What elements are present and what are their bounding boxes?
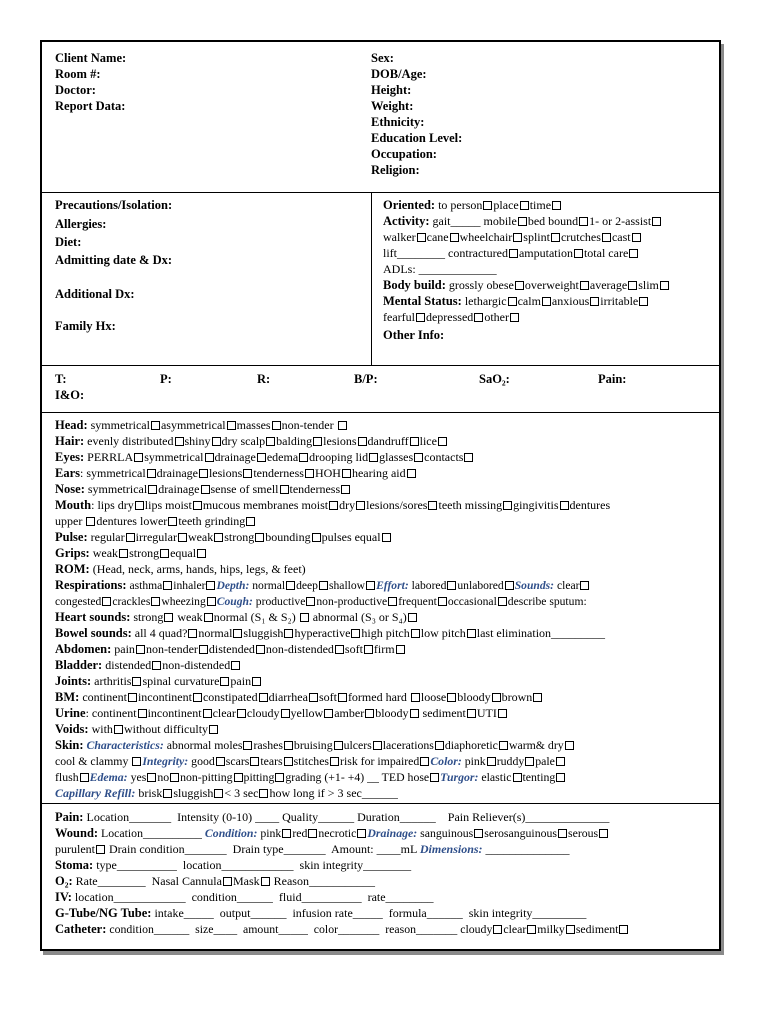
- checkbox[interactable]: [493, 925, 502, 934]
- checkbox[interactable]: [503, 501, 512, 510]
- o2-row: O₂: Rate________ Nasal Cannula Mask Reason___________: [55, 874, 375, 888]
- oriented-row: Oriented: to person place time: [383, 198, 562, 213]
- checkbox[interactable]: [308, 829, 317, 838]
- skin-row-2: cool & clammy Integrity: good scars tears stitches risk for impaired Color: pink ruddy pale: [55, 754, 566, 769]
- checkbox[interactable]: [619, 925, 628, 934]
- demographics-section: [42, 42, 719, 193]
- checkbox[interactable]: [580, 281, 589, 290]
- bm-row: BM: continent incontinent constipated diarrhea soft formed hard loose bloody brown: [55, 690, 543, 705]
- checkbox[interactable]: [216, 757, 225, 766]
- checkbox[interactable]: [305, 469, 314, 478]
- checkbox[interactable]: [199, 645, 208, 654]
- checkbox[interactable]: [513, 773, 522, 782]
- checkbox[interactable]: [602, 233, 611, 242]
- checkbox[interactable]: [96, 845, 105, 854]
- checkbox[interactable]: [319, 581, 328, 590]
- respirations-row: Respirations: asthma inhaler Depth: normal deep shallow Effort: labored unlabored Sounds: clear: [55, 578, 590, 593]
- activity-row: Activity: gait_____ mobile bed bound 1- or 2-assist: [383, 214, 662, 229]
- checkbox[interactable]: [148, 485, 157, 494]
- pulse-label: P:: [160, 372, 172, 386]
- checkbox[interactable]: [147, 773, 156, 782]
- checkbox[interactable]: [231, 661, 240, 670]
- checkbox[interactable]: [410, 437, 419, 446]
- checkbox[interactable]: [223, 877, 232, 886]
- checkbox[interactable]: [447, 581, 456, 590]
- checkbox[interactable]: [430, 773, 439, 782]
- checkbox[interactable]: [556, 757, 565, 766]
- checkbox[interactable]: [341, 485, 350, 494]
- checkbox[interactable]: [560, 501, 569, 510]
- checkbox[interactable]: [566, 925, 575, 934]
- checkbox[interactable]: [520, 201, 529, 210]
- checkbox[interactable]: [628, 281, 637, 290]
- checkbox[interactable]: [206, 581, 215, 590]
- checkbox[interactable]: [259, 789, 268, 798]
- checkbox[interactable]: [151, 597, 160, 606]
- checkbox[interactable]: [487, 757, 496, 766]
- religion-label: Religion:: [371, 163, 420, 177]
- sex-label: Sex:: [371, 51, 394, 65]
- education-label: Education Level:: [371, 131, 463, 145]
- dob-label: DOB/Age:: [371, 67, 427, 81]
- checkbox[interactable]: [175, 437, 184, 446]
- checkbox[interactable]: [261, 877, 270, 886]
- checkbox[interactable]: [505, 581, 514, 590]
- checkbox[interactable]: [275, 773, 284, 782]
- checkbox[interactable]: [255, 533, 264, 542]
- checkbox[interactable]: [257, 453, 266, 462]
- checkbox[interactable]: [416, 313, 425, 322]
- checkbox[interactable]: [358, 437, 367, 446]
- checkbox[interactable]: [632, 233, 641, 242]
- stoma-row: Stoma: type__________ location____________ skin integrity________: [55, 858, 412, 872]
- body-build-row: Body build: grossly obese overweight average slim: [383, 278, 670, 293]
- checkbox[interactable]: [498, 597, 507, 606]
- joints-row: Joints: arthritis spinal curvature pain: [55, 674, 262, 689]
- temp-label: T:: [55, 372, 67, 386]
- systems-section: [42, 413, 719, 804]
- checkbox[interactable]: [513, 233, 522, 242]
- sao2-label: SaO₂:: [479, 372, 510, 386]
- checkbox[interactable]: [515, 281, 524, 290]
- checkbox[interactable]: [250, 757, 259, 766]
- respirations-row-2: congested crackles wheezing Cough: productive non-productive frequent occasional describe sputum:: [55, 595, 587, 608]
- checkbox[interactable]: [338, 693, 347, 702]
- checkbox[interactable]: [205, 453, 214, 462]
- checkbox[interactable]: [284, 629, 293, 638]
- eyes-row: Eyes: PERRLA symmetrical drainage edema drooping lid glasses contacts: [55, 450, 474, 465]
- checkbox[interactable]: [209, 725, 218, 734]
- checkbox[interactable]: [168, 517, 177, 526]
- admission-section: [42, 193, 719, 366]
- checkbox[interactable]: [330, 757, 339, 766]
- checkbox[interactable]: [312, 533, 321, 542]
- checkbox[interactable]: [102, 597, 111, 606]
- checkbox[interactable]: [364, 645, 373, 654]
- checkbox[interactable]: [334, 741, 343, 750]
- checkbox[interactable]: [114, 725, 123, 734]
- checkbox[interactable]: [256, 645, 265, 654]
- checkbox[interactable]: [266, 437, 275, 446]
- grips-row: Grips: weak strong equal: [55, 546, 207, 561]
- voids-row: Voids: with without difficulty: [55, 722, 219, 737]
- heart-row: Heart sounds: strong weak normal (S₁ & S₂) abnormal (S₃ or S₄): [55, 610, 418, 625]
- checkbox[interactable]: [533, 693, 542, 702]
- checkbox[interactable]: [163, 581, 172, 590]
- iv-row: IV: location____________ condition______ fluid__________ rate________: [55, 890, 434, 904]
- checkbox[interactable]: [204, 613, 213, 622]
- checkbox[interactable]: [214, 533, 223, 542]
- checkbox[interactable]: [282, 829, 291, 838]
- assessment-form: [40, 40, 721, 951]
- occupation-label: Occupation:: [371, 147, 437, 161]
- checkbox[interactable]: [411, 629, 420, 638]
- gtube-row: G-Tube/NG Tube: intake_____ output______ infusion rate_____ formula______ skin integrity_________: [55, 906, 587, 920]
- pulse-row: Pulse: regular irregular weak strong bounding pulses equal: [55, 530, 392, 545]
- checkbox[interactable]: [366, 581, 375, 590]
- urine-row: Urine: continent incontinent clear cloudy yellow amber bloody sediment UTI: [55, 706, 508, 721]
- checkbox[interactable]: [272, 421, 281, 430]
- checkbox[interactable]: [86, 517, 95, 526]
- checkbox[interactable]: [193, 501, 202, 510]
- checkbox[interactable]: [214, 789, 223, 798]
- checkbox[interactable]: [417, 233, 426, 242]
- checkbox[interactable]: [499, 741, 508, 750]
- checkbox[interactable]: [197, 549, 206, 558]
- nose-row: Nose: symmetrical drainage sense of smell tenderness: [55, 482, 351, 497]
- other-info-label: Other Info:: [383, 328, 445, 342]
- bladder-row: Bladder: distended non-distended: [55, 658, 241, 673]
- adls-row: ADLs: _____________: [383, 262, 497, 276]
- checkbox[interactable]: [286, 581, 295, 590]
- pain-row: Pain: Location_______ Intensity (0-10) ____ Quality______ Duration______ Pain Reliever(s)______________: [55, 810, 610, 824]
- diet-label: Diet:: [55, 235, 82, 249]
- admitting-label: Admitting date & Dx:: [55, 253, 173, 267]
- checkbox[interactable]: [356, 501, 365, 510]
- activity-row-2: walker cane wheelchair splint crutches cast: [383, 230, 642, 245]
- checkbox[interactable]: [233, 629, 242, 638]
- allergies-label: Allergies:: [55, 217, 107, 231]
- checkbox[interactable]: [212, 437, 221, 446]
- abdomen-row: Abdomen: pain non-tender distended non-distended soft firm: [55, 642, 406, 657]
- checkbox[interactable]: [313, 437, 322, 446]
- checkbox[interactable]: [163, 789, 172, 798]
- checkbox[interactable]: [132, 677, 141, 686]
- checkbox[interactable]: [551, 233, 560, 242]
- capillary-row: Capillary Refill: brisk sluggish < 3 sec how long if > 3 sec______: [55, 786, 398, 800]
- checkbox[interactable]: [369, 453, 378, 462]
- checkbox[interactable]: [438, 597, 447, 606]
- checkbox[interactable]: [357, 829, 366, 838]
- mental-status-row-2: fearful depressed other: [383, 310, 520, 325]
- pain-vital-label: Pain:: [598, 372, 627, 386]
- checkbox[interactable]: [138, 709, 147, 718]
- checkbox[interactable]: [135, 501, 144, 510]
- checkbox[interactable]: [447, 693, 456, 702]
- ethnicity-label: Ethnicity:: [371, 115, 425, 129]
- head-row: Head: symmetrical asymmetrical masses non-tender: [55, 418, 348, 433]
- room-label: Room #:: [55, 67, 101, 81]
- checkbox[interactable]: [498, 709, 507, 718]
- skin-row-3: flush Edema: yes no non-pitting pitting grading (+1- +4) __ TED hose Turgor: elastic tenting: [55, 770, 566, 785]
- wound-row-2: purulent Drain condition_______ Drain type_______ Amount: ____mL Dimensions: ______________: [55, 842, 570, 856]
- checkbox[interactable]: [237, 709, 246, 718]
- checkbox[interactable]: [207, 597, 216, 606]
- checkbox[interactable]: [388, 597, 397, 606]
- checkbox[interactable]: [510, 313, 519, 322]
- mental-status-row: Mental Status: lethargic calm anxious irritable: [383, 294, 649, 309]
- checkbox[interactable]: [580, 581, 589, 590]
- report-data-label: Report Data:: [55, 99, 126, 113]
- checkbox[interactable]: [119, 549, 128, 558]
- checkbox[interactable]: [338, 421, 347, 430]
- checkbox[interactable]: [164, 613, 173, 622]
- checkbox[interactable]: [201, 485, 210, 494]
- checkbox[interactable]: [652, 217, 661, 226]
- checkbox[interactable]: [396, 645, 405, 654]
- checkbox[interactable]: [300, 613, 309, 622]
- checkbox[interactable]: [132, 757, 141, 766]
- checkbox[interactable]: [351, 629, 360, 638]
- checkbox[interactable]: [565, 741, 574, 750]
- checkbox[interactable]: [474, 829, 483, 838]
- checkbox[interactable]: [414, 453, 423, 462]
- checkbox[interactable]: [556, 773, 565, 782]
- checkbox[interactable]: [147, 469, 156, 478]
- checkbox[interactable]: [464, 453, 473, 462]
- checkbox[interactable]: [80, 773, 89, 782]
- checkbox[interactable]: [579, 217, 588, 226]
- ears-row: Ears: symmetrical drainage lesions tenderness HOH hearing aid: [55, 466, 417, 481]
- checkbox[interactable]: [188, 629, 197, 638]
- checkbox[interactable]: [306, 597, 315, 606]
- checkbox[interactable]: [408, 613, 417, 622]
- checkbox[interactable]: [410, 709, 419, 718]
- checkbox[interactable]: [284, 757, 293, 766]
- checkbox[interactable]: [329, 501, 338, 510]
- checkbox[interactable]: [474, 313, 483, 322]
- checkbox[interactable]: [467, 709, 476, 718]
- checkbox[interactable]: [342, 469, 351, 478]
- checkbox[interactable]: [324, 709, 333, 718]
- checkbox[interactable]: [509, 249, 518, 258]
- checkbox[interactable]: [199, 469, 208, 478]
- checkbox[interactable]: [467, 629, 476, 638]
- skin-row: Skin: Characteristics: abnormal moles rashes bruising ulcers lacerations diaphoretic warm& dry: [55, 738, 575, 753]
- checkbox[interactable]: [178, 533, 187, 542]
- wound-row: Wound: Location__________ Condition: pink red necrotic Drainage: sanguinous serosanguinous serous: [55, 826, 609, 841]
- checkbox[interactable]: [518, 217, 527, 226]
- checkbox[interactable]: [234, 773, 243, 782]
- checkbox[interactable]: [243, 469, 252, 478]
- io-label: I&O:: [55, 388, 85, 402]
- checkbox[interactable]: [525, 757, 534, 766]
- bp-label: B/P:: [354, 372, 378, 386]
- checkbox[interactable]: [246, 517, 255, 526]
- checkbox[interactable]: [420, 757, 429, 766]
- checkbox[interactable]: [660, 281, 669, 290]
- checkbox[interactable]: [170, 773, 179, 782]
- resp-label: R:: [257, 372, 271, 386]
- weight-label: Weight:: [371, 99, 414, 113]
- precautions-label: Precautions/Isolation:: [55, 198, 173, 212]
- checkbox[interactable]: [382, 533, 391, 542]
- checkbox[interactable]: [152, 661, 161, 670]
- checkbox[interactable]: [299, 453, 308, 462]
- rom-row: ROM: (Head, neck, arms, hands, hips, legs, & feet): [55, 562, 306, 576]
- checkbox[interactable]: [136, 645, 145, 654]
- checkbox[interactable]: [492, 693, 501, 702]
- checkbox[interactable]: [450, 233, 459, 242]
- activity-row-3: lift________ contractured amputation total care: [383, 246, 639, 261]
- checkbox[interactable]: [243, 741, 252, 750]
- checkbox[interactable]: [335, 645, 344, 654]
- checkbox[interactable]: [407, 469, 416, 478]
- checkbox[interactable]: [552, 201, 561, 210]
- checkbox[interactable]: [193, 693, 202, 702]
- checkbox[interactable]: [134, 453, 143, 462]
- height-label: Height:: [371, 83, 412, 97]
- checkbox[interactable]: [435, 741, 444, 750]
- checkbox[interactable]: [128, 693, 137, 702]
- checkbox[interactable]: [203, 709, 212, 718]
- doctor-label: Doctor:: [55, 83, 96, 97]
- checkbox[interactable]: [284, 741, 293, 750]
- checkbox[interactable]: [373, 741, 382, 750]
- checkbox[interactable]: [527, 925, 536, 934]
- family-hx-label: Family Hx:: [55, 319, 116, 333]
- checkbox[interactable]: [599, 829, 608, 838]
- checkbox[interactable]: [220, 677, 229, 686]
- devices-section: [42, 804, 719, 949]
- checkbox[interactable]: [160, 549, 169, 558]
- checkbox[interactable]: [126, 533, 135, 542]
- checkbox[interactable]: [309, 693, 318, 702]
- checkbox[interactable]: [508, 297, 517, 306]
- checkbox[interactable]: [629, 249, 638, 258]
- checkbox[interactable]: [411, 693, 420, 702]
- additional-dx-label: Additional Dx:: [55, 287, 135, 301]
- checkbox[interactable]: [259, 693, 268, 702]
- mouth-row: Mouth: lips dry lips moist mucous membranes moist dry lesions/sores teeth missing gingivitis dentures: [55, 498, 611, 512]
- checkbox[interactable]: [542, 297, 551, 306]
- checkbox[interactable]: [280, 485, 289, 494]
- checkbox[interactable]: [590, 297, 599, 306]
- checkbox[interactable]: [574, 249, 583, 258]
- hair-row: Hair: evenly distributed shiny dry scalp balding lesions dandruff lice: [55, 434, 448, 449]
- checkbox[interactable]: [227, 421, 236, 430]
- bowel-row: Bowel sounds: all 4 quad? normal sluggish hyperactive high pitch low pitch last elimination_________: [55, 626, 606, 640]
- checkbox[interactable]: [483, 201, 492, 210]
- checkbox[interactable]: [252, 677, 261, 686]
- checkbox[interactable]: [639, 297, 648, 306]
- checkbox[interactable]: [438, 437, 447, 446]
- checkbox[interactable]: [558, 829, 567, 838]
- column-divider: [371, 193, 372, 365]
- catheter-row: Catheter: condition______ size____ amount_____ color_______ reason_______ cloudy clear milky sediment: [55, 922, 629, 937]
- client-name-label: Client Name:: [55, 51, 127, 65]
- checkbox[interactable]: [281, 709, 290, 718]
- checkbox[interactable]: [151, 421, 160, 430]
- mouth-row-2: upper dentures lower teeth grinding: [55, 514, 256, 529]
- vitals-section: [42, 366, 719, 413]
- checkbox[interactable]: [365, 709, 374, 718]
- checkbox[interactable]: [428, 501, 437, 510]
